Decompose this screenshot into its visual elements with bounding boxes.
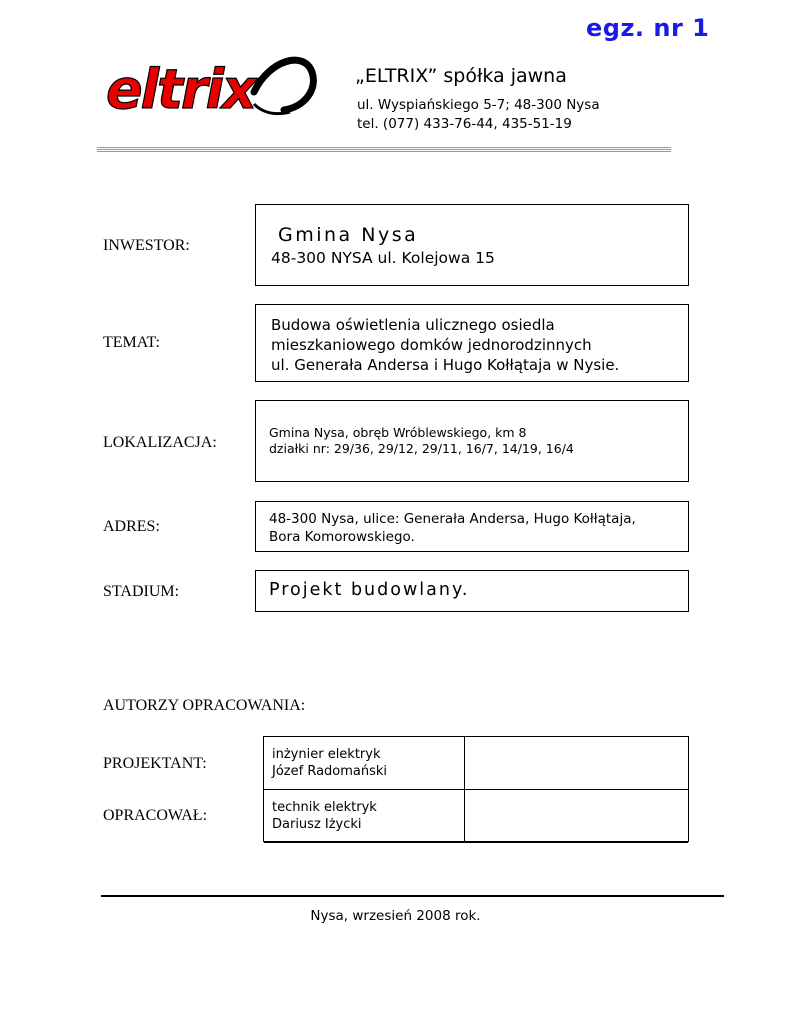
- adres-box: [255, 501, 689, 552]
- lokalizacja-label: LOKALIZACJA:: [103, 434, 217, 451]
- investor-box: [255, 204, 689, 286]
- company-logo: [104, 52, 319, 117]
- footer-place-date: Nysa, wrzesień 2008 rok.: [310, 908, 481, 924]
- copy-number: egz. nr 1: [586, 14, 710, 42]
- opracowal-label: OPRACOWAŁ:: [103, 807, 208, 824]
- header-separator: [97, 149, 671, 150]
- stadium-box: [255, 570, 689, 612]
- table-row: [264, 790, 688, 843]
- adres-line: 48-300 Nysa, ulice: Generała Andersa, Hugo Kołłątaja,: [269, 511, 636, 527]
- adres-label: ADRES:: [103, 518, 160, 535]
- author-title: technik elektryk: [272, 800, 377, 815]
- header-separator: [97, 147, 671, 148]
- adres-line: Bora Komorowskiego.: [269, 529, 415, 545]
- address-line: ul. Wyspiańskiego 5-7; 48-300 Nysa: [357, 97, 600, 113]
- authors-table: [263, 736, 689, 842]
- temat-box: [255, 304, 689, 382]
- temat-label: TEMAT:: [103, 334, 160, 351]
- lokalizacja-text: [269, 425, 574, 457]
- table-divider: [464, 737, 465, 841]
- investor-name: Gmina Nysa: [278, 224, 419, 246]
- projektant-label: PROJEKTANT:: [103, 755, 207, 772]
- investor-address: 48-300 NYSA ul. Kolejowa 15: [271, 249, 495, 267]
- table-row: [264, 737, 688, 790]
- authors-heading: AUTORZY OPRACOWANIA:: [103, 697, 306, 714]
- temat-line: ul. Generała Andersa i Hugo Kołłątaja w Nysie.: [271, 356, 620, 374]
- lokalizacja-box: [255, 400, 689, 482]
- adres-text: [269, 510, 636, 546]
- footer-separator: [101, 895, 724, 897]
- author-title: inżynier elektryk: [272, 747, 381, 762]
- stadium-value: Projekt budowlany.: [269, 580, 470, 600]
- temat-line: mieszkaniowego domków jednorodzinnych: [271, 336, 592, 354]
- header-separator: [97, 151, 671, 152]
- lokalizacja-line: Gmina Nysa, obręb Wróblewskiego, km 8: [269, 425, 527, 440]
- stadium-label: STADIUM:: [103, 583, 180, 600]
- author-name: Dariusz Iżycki: [272, 817, 362, 832]
- author-cell: [272, 746, 387, 780]
- logo-wordmark: eltrix: [106, 58, 255, 117]
- temat-line: Budowa oświetlenia ulicznego osiedla: [271, 316, 555, 334]
- author-cell: [272, 799, 377, 833]
- temat-text: [271, 315, 619, 375]
- investor-label: INWESTOR:: [103, 237, 190, 254]
- company-address: [357, 96, 600, 134]
- author-name: Józef Radomański: [272, 764, 388, 779]
- lokalizacja-line: działki nr: 29/36, 29/12, 29/11, 16/7, 14/19, 16/4: [269, 441, 574, 456]
- company-name: „ELTRIX” spółka jawna: [355, 65, 567, 87]
- phone-line: tel. (077) 433-76-44, 435-51-19: [357, 116, 572, 132]
